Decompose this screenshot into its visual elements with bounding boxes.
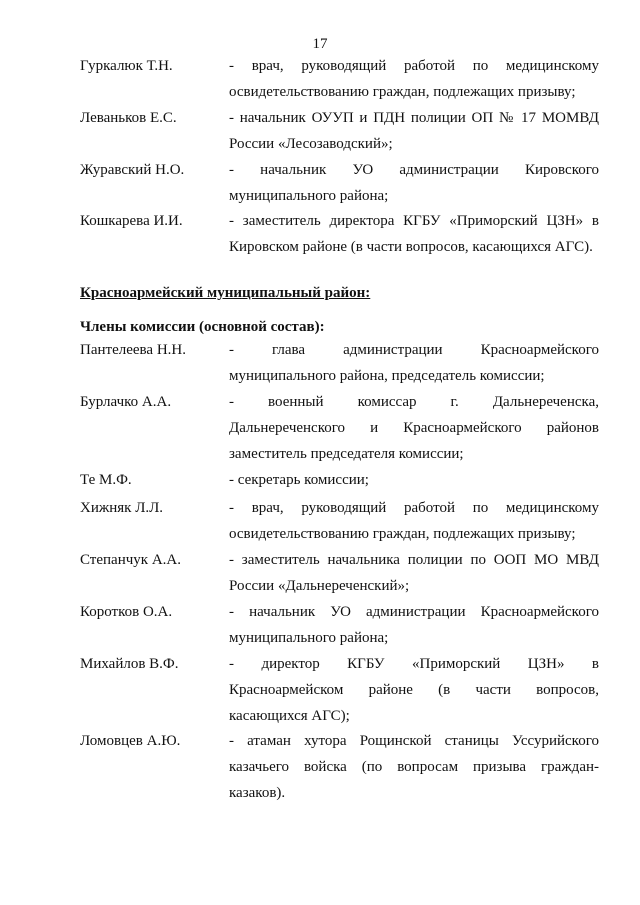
position-line: - секретарь комиссии; bbox=[229, 472, 369, 488]
position-line: - начальник УО администрации Красноармейского bbox=[229, 604, 599, 620]
position-line: - директор КГБУ «Приморский ЦЗН» в bbox=[229, 656, 599, 672]
member-name: Пантелеева Н.Н. bbox=[80, 342, 186, 358]
position-line: - глава администрации Красноармейского bbox=[229, 342, 599, 358]
position-line: - заместитель начальника полиции по ООП МО МВД bbox=[229, 552, 599, 568]
position-line: казаков). bbox=[229, 785, 286, 801]
member-position bbox=[229, 208, 599, 260]
member-position bbox=[229, 105, 599, 157]
member-position bbox=[229, 547, 599, 599]
position-line: России «Дальнереченский»; bbox=[229, 578, 410, 594]
member-position bbox=[229, 157, 599, 209]
position-line: Красноармейском районе (в части вопросов, bbox=[229, 682, 599, 698]
position-line: муниципального района, председатель комиссии; bbox=[229, 368, 545, 384]
position-line: касающихся АГС); bbox=[229, 708, 350, 724]
position-line: - врач, руководящий работой по медицинскому bbox=[229, 58, 599, 74]
member-position bbox=[229, 337, 599, 389]
member-name: Хижняк Л.Л. bbox=[80, 500, 164, 516]
position-line: заместитель председателя комиссии; bbox=[229, 446, 464, 462]
position-line: - начальник ОУУП и ПДН полиции ОП № 17 МОМВД bbox=[229, 110, 599, 126]
position-line: - заместитель директора КГБУ «Приморский ЦЗН» в bbox=[229, 213, 599, 229]
member-name: Те М.Ф. bbox=[80, 472, 132, 488]
member-position bbox=[229, 53, 599, 105]
member-name: Коротков О.А. bbox=[80, 604, 173, 620]
member-name: Леваньков Е.С. bbox=[80, 110, 177, 126]
position-line: России «Лесозаводский»; bbox=[229, 136, 393, 152]
position-line: - начальник УО администрации Кировского bbox=[229, 162, 599, 178]
member-name: Ломовцев А.Ю. bbox=[80, 733, 181, 749]
position-line: Дальнереченского и Красноармейского районов bbox=[229, 420, 599, 436]
position-line: муниципального района; bbox=[229, 630, 389, 646]
member-position bbox=[229, 495, 599, 547]
section-title: Красноармейский муниципальный район: bbox=[80, 285, 371, 301]
member-name: Кошкарева И.И. bbox=[80, 213, 183, 229]
member-name: Журавский Н.О. bbox=[80, 162, 185, 178]
member-name: Гуркалюк Т.Н. bbox=[80, 58, 173, 74]
position-line: - военный комиссар г. Дальнереченска, bbox=[229, 394, 599, 410]
member-position bbox=[229, 651, 599, 729]
member-position bbox=[229, 389, 599, 467]
position-line: Кировском районе (в части вопросов, касающихся АГС). bbox=[229, 239, 593, 255]
subsection-title: Члены комиссии (основной состав): bbox=[80, 319, 325, 335]
position-line: - врач, руководящий работой по медицинскому bbox=[229, 500, 599, 516]
position-line: - атаман хутора Рощинской станицы Уссурийского bbox=[229, 733, 599, 749]
member-position bbox=[229, 728, 599, 806]
position-line: казачьего войска (по вопросам призыва граждан- bbox=[229, 759, 599, 775]
position-line: освидетельствованию граждан, подлежащих призыву; bbox=[229, 84, 576, 100]
position-line: освидетельствованию граждан, подлежащих призыву; bbox=[229, 526, 576, 542]
page-number: 17 bbox=[312, 36, 328, 52]
member-name: Михайлов В.Ф. bbox=[80, 656, 179, 672]
member-name: Бурлачко А.А. bbox=[80, 394, 172, 410]
member-name: Степанчук А.А. bbox=[80, 552, 181, 568]
member-position bbox=[229, 599, 599, 651]
position-line: муниципального района; bbox=[229, 188, 389, 204]
member-position bbox=[229, 467, 599, 493]
